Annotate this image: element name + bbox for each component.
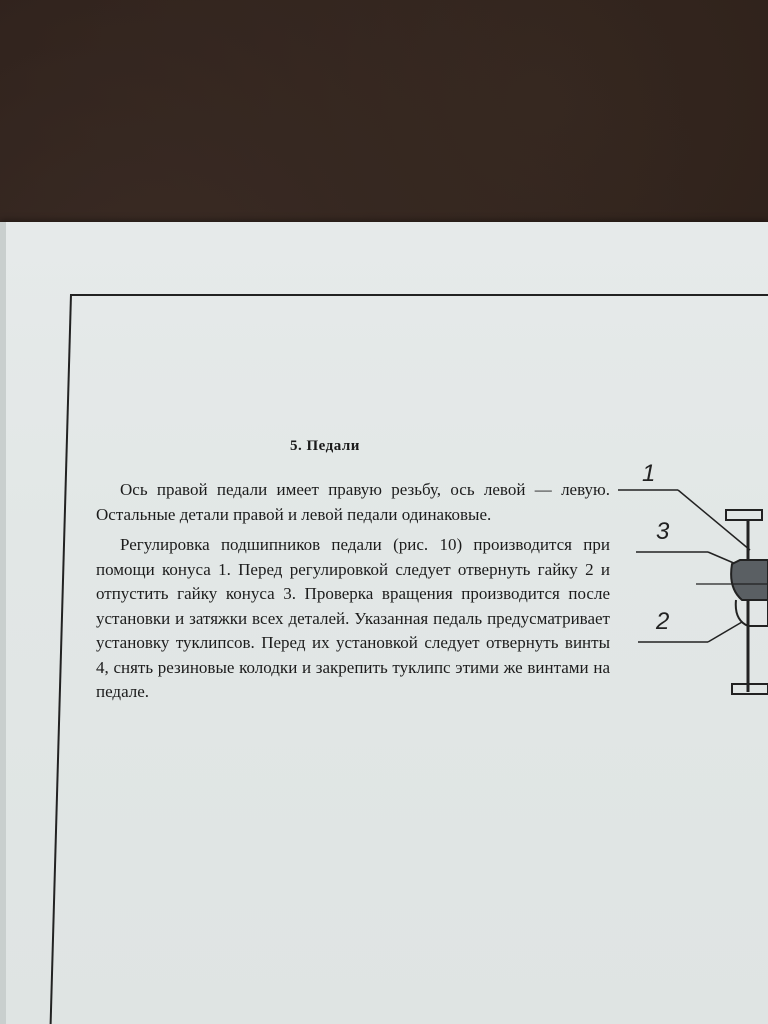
page-edge	[0, 222, 6, 1024]
paragraph-2: Регулировка подшипников педали (рис. 10) производится при помощи конуса 1. Перед регулировкой следует отвернуть гайку 2 и отпустить гайку конуса 3. Проверка вращения производится после установки и затяжки всех деталей. Указанная педаль предусматривает установку туклипсов. Перед их установкой следует отвернуть винты 4, снять резиновые колодки и закрепить туклипс этими же винтами на педале.	[96, 535, 610, 701]
book-page	[0, 222, 768, 1024]
pedal-figure	[608, 460, 768, 740]
leader-line-2-diag	[708, 622, 742, 642]
pedal-drawing	[608, 460, 768, 740]
callout-1: 1	[642, 460, 656, 487]
callout-3: 3	[656, 518, 670, 545]
page-frame-top-rule	[70, 294, 768, 296]
page-frame-left-rule	[50, 294, 72, 1024]
callout-2: 2	[656, 608, 670, 635]
pedal-bottom-plate	[732, 684, 768, 694]
section-heading: 5. Педали	[290, 438, 360, 454]
pedal-cone	[731, 560, 768, 600]
pedal-nut	[736, 600, 768, 626]
paragraph-1: Ось правой педали имеет правую резьбу, ось левой — левую. Остальные детали правой и левой педали одинаковые.	[96, 480, 610, 524]
pedal-top-plate	[726, 510, 762, 520]
section-body	[96, 478, 610, 711]
leader-line-3-diag	[708, 552, 736, 564]
